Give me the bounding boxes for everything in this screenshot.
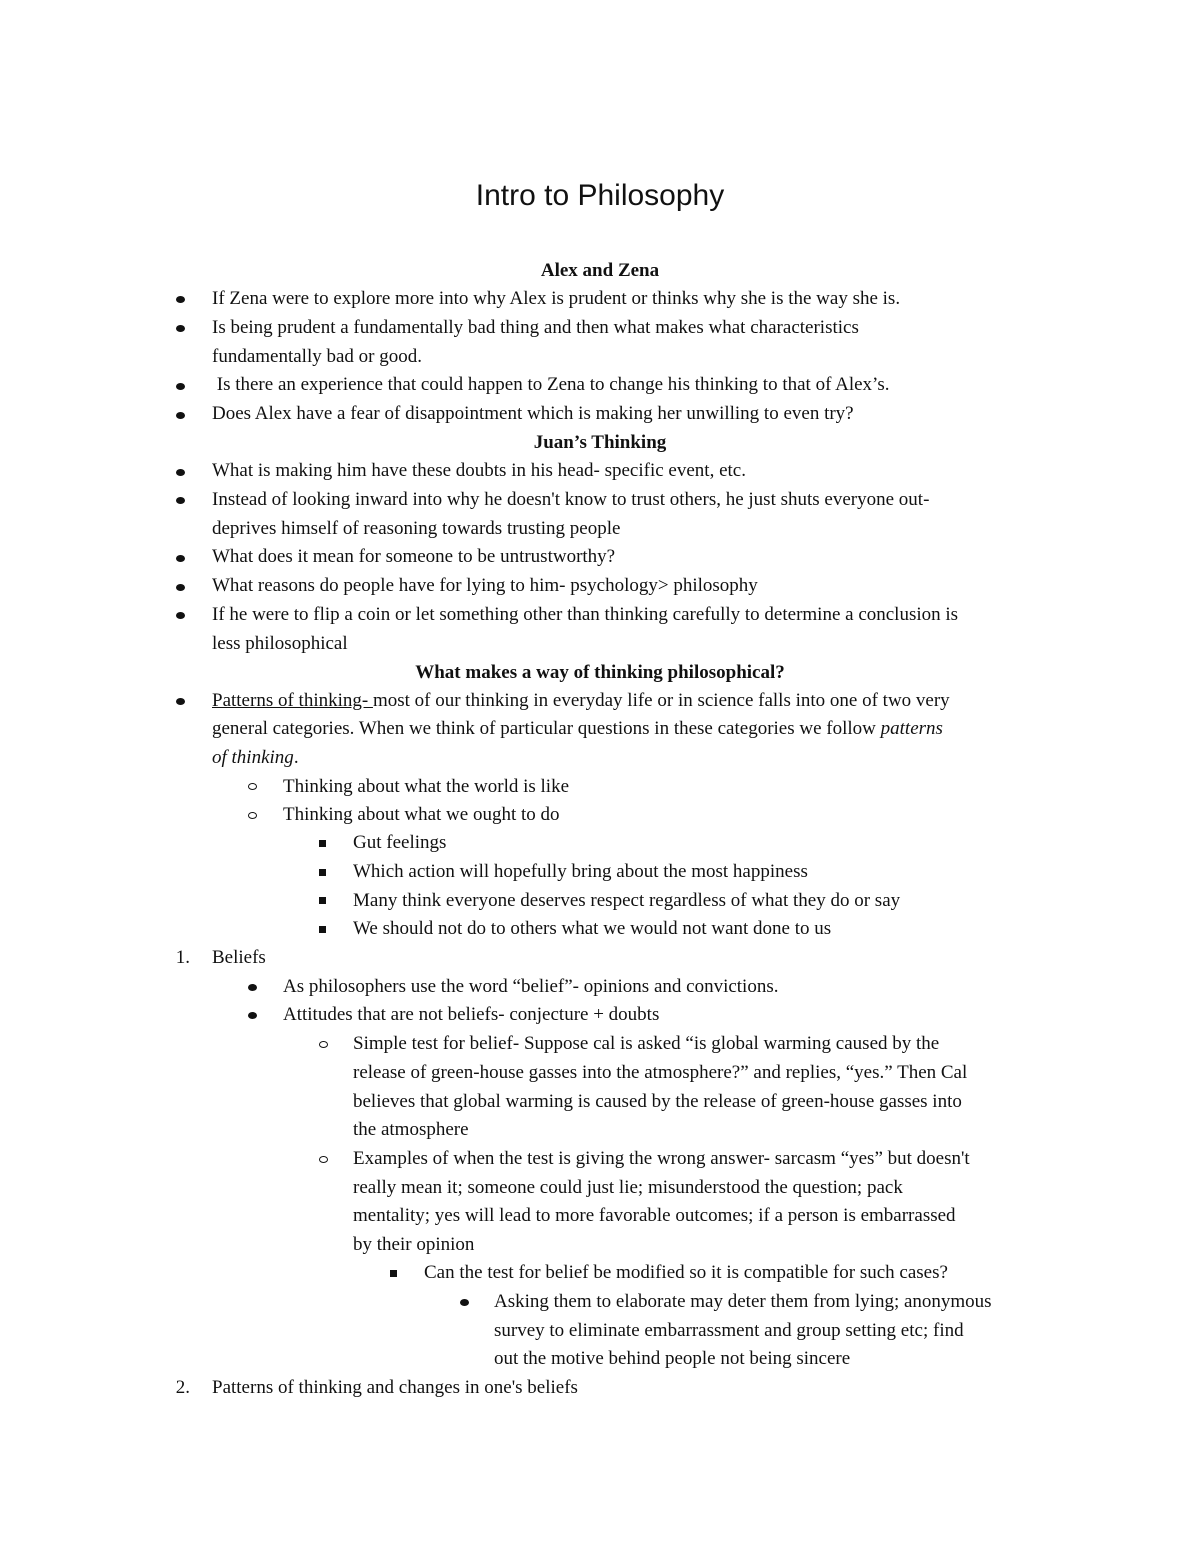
section-heading-alex-zena: Alex and Zena — [540, 260, 660, 281]
list-item-continuation: mentality; yes will lead to more favorable outcomes; if a person is embarrassed — [353, 1205, 956, 1226]
list-item-continuation: out the motive behind people not being sincere — [494, 1348, 851, 1369]
bullet-dot-icon — [176, 612, 185, 619]
bullet-dot-icon — [176, 296, 185, 303]
list-item-continuation — [212, 744, 299, 773]
list-item: Does Alex have a fear of disappointment which is making her unwilling to even try? — [212, 403, 854, 424]
bullet-circle-icon — [248, 812, 257, 819]
patterns-label: Patterns of thinking- — [212, 690, 373, 711]
list-item: Many think everyone deserves respect regardless of what they do or say — [353, 890, 901, 911]
bullet-dot-icon — [176, 412, 185, 419]
document-title: Intro to Philosophy — [475, 179, 725, 212]
list-item: What is making him have these doubts in his head- specific event, etc. — [212, 460, 746, 481]
bullet-dot-icon — [176, 584, 185, 591]
bullet-square-icon — [319, 926, 326, 933]
bullet-dot-icon — [176, 469, 185, 476]
list-item: Simple test for belief- Suppose cal is asked “is global warming caused by the — [353, 1033, 940, 1054]
bullet-dot-icon — [176, 325, 185, 332]
list-item: Can the test for belief be modified so it is compatible for such cases? — [424, 1262, 948, 1283]
patterns-text: most of our thinking in everyday life or in science falls into one of two very — [372, 690, 950, 711]
list-item: Attitudes that are not beliefs- conjecture + doubts — [283, 1004, 660, 1025]
patterns-line2-text: general categories. When we think of particular questions in these categories we follow — [212, 718, 881, 739]
patterns-italic: patterns — [880, 718, 943, 739]
list-item-continuation — [212, 715, 943, 744]
list-item: Thinking about what the world is like — [283, 776, 570, 797]
bullet-dot-icon — [460, 1299, 469, 1306]
bullet-dot-icon — [248, 1012, 257, 1019]
list-item: We should not do to others what we would not want done to us — [353, 918, 832, 939]
list-item: Which action will hopefully bring about the most happiness — [353, 861, 808, 882]
bullet-dot-icon — [176, 555, 185, 562]
bullet-dot-icon — [176, 497, 185, 504]
list-item: Is being prudent a fundamentally bad thing and then what makes what characteristics — [212, 317, 859, 338]
list-number: 1. — [175, 947, 190, 968]
bullet-dot-icon — [176, 383, 185, 390]
list-item: Instead of looking inward into why he doesn't know to trust others, he just shuts everyone out- — [212, 489, 930, 510]
list-item-continuation: the atmosphere — [353, 1119, 469, 1140]
numbered-item-patterns: Patterns of thinking and changes in one's beliefs — [212, 1377, 578, 1398]
list-number: 2. — [175, 1377, 190, 1398]
list-item: If Zena were to explore more into why Alex is prudent or thinks why she is the way she is. — [212, 288, 901, 309]
section-heading-juan: Juan’s Thinking — [533, 432, 667, 453]
list-item: Is there an experience that could happen to Zena to change his thinking to that of Alex’s. — [212, 374, 890, 395]
bullet-circle-icon — [319, 1156, 328, 1163]
numbered-item-beliefs: Beliefs — [212, 947, 266, 968]
list-item-continuation: deprives himself of reasoning towards trusting people — [212, 518, 621, 539]
bullet-dot-icon — [176, 698, 185, 705]
list-item: As philosophers use the word “belief”- opinions and convictions. — [283, 976, 779, 997]
list-item-continuation: release of green-house gasses into the atmosphere?” and replies, “yes.” Then Cal — [353, 1062, 968, 1083]
list-item: Asking them to elaborate may deter them from lying; anonymous — [494, 1291, 992, 1312]
bullet-square-icon — [319, 869, 326, 876]
list-item: What does it mean for someone to be untrustworthy? — [212, 546, 616, 567]
list-item-continuation: by their opinion — [353, 1234, 475, 1255]
bullet-circle-icon — [319, 1041, 328, 1048]
list-item-continuation: really mean it; someone could just lie; misunderstood the question; pack — [353, 1177, 903, 1198]
list-item-continuation: survey to eliminate embarrassment and group setting etc; find — [494, 1320, 964, 1341]
list-item: If he were to flip a coin or let something other than thinking carefully to determine a conclusion is — [212, 604, 959, 625]
list-item: Thinking about what we ought to do — [283, 804, 560, 825]
list-item-continuation: less philosophical — [212, 633, 348, 654]
list-item: What reasons do people have for lying to him- psychology> philosophy — [212, 575, 758, 596]
bullet-square-icon — [390, 1270, 397, 1277]
patterns-period: . — [293, 747, 299, 768]
section-heading-philosophical: What makes a way of thinking philosophical? — [415, 662, 785, 683]
list-item-continuation: believes that global warming is caused by the release of green-house gasses into — [353, 1091, 962, 1112]
bullet-circle-icon — [248, 783, 257, 790]
list-item: Gut feelings — [353, 832, 447, 853]
list-item: Examples of when the test is giving the wrong answer- sarcasm “yes” but doesn't — [353, 1148, 970, 1169]
patterns-italic-2: of thinking — [212, 747, 294, 768]
bullet-square-icon — [319, 840, 326, 847]
bullet-dot-icon — [248, 984, 257, 991]
list-item-patterns — [212, 687, 950, 716]
list-item-continuation: fundamentally bad or good. — [212, 346, 423, 367]
bullet-square-icon — [319, 897, 326, 904]
